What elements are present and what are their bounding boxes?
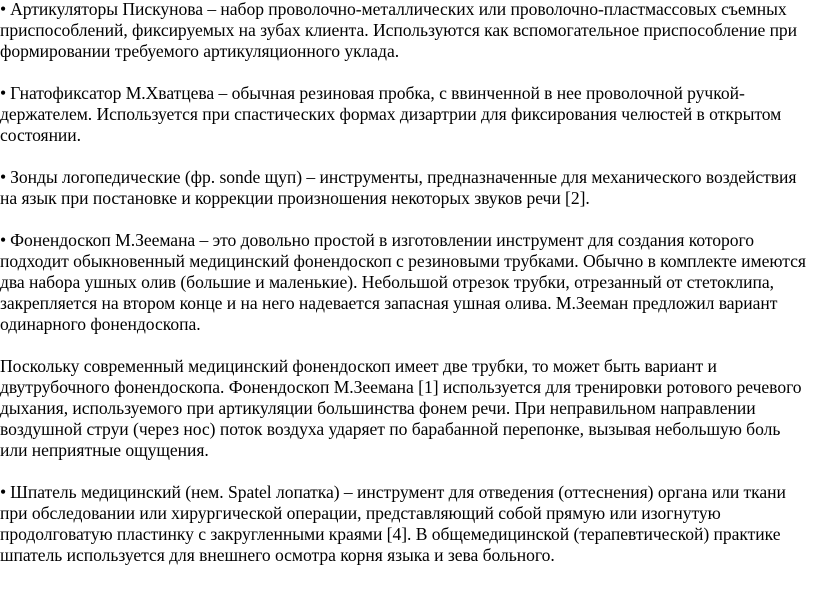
paragraph-text: Артикуляторы Пискунова – набор проволочно-металлических или проволочно-пластмассовых съемных приспособлений, фиксируемых на зубах клиента. Используются как вспомогательное приспособление при формировании требуемого артикуляционного уклада. bbox=[0, 0, 798, 61]
paragraph-piskunov-articulators bbox=[0, 0, 810, 62]
bullet-marker: • bbox=[0, 482, 7, 502]
paragraph-double-tube-phonendoscope bbox=[0, 356, 810, 461]
paragraph-medical-spatula bbox=[0, 482, 810, 566]
bullet-marker: • bbox=[0, 0, 7, 19]
paragraph-text: Гнатофиксатор М.Хватцева – обычная резиновая пробка, с ввинченной в нее проволочной ручкой-держателем. Используется при спастических формах дизартрии для фиксирования челюстей в открытом состоянии. bbox=[0, 83, 782, 145]
paragraph-text: Поскольку современный медицинский фонендоскоп имеет две трубки, то может быть вариант и двутрубочного фонендоскопа. Фонендоскоп М.Зеемана [1] используется для тренировки ротового речевого дыхания, используемого при артикуляции большинства фонем речи. При неправильном направлении воздушной струи (через нос) поток воздуха ударяет по барабанной перепонке, вызывая небольшую боль или неприятные ощущения. bbox=[0, 356, 802, 460]
paragraph-khvatsev-gnathofixator bbox=[0, 83, 810, 146]
bullet-marker: • bbox=[0, 167, 7, 187]
paragraph-text: Зонды логопедические (фр. sonde щуп) – инструменты, предназначенные для механического воздействия на язык при постановке и коррекции произношения некоторых звуков речи [2]. bbox=[0, 167, 797, 208]
bullet-marker: • bbox=[0, 83, 7, 103]
paragraph-text: Фонендоскоп М.Зеемана – это довольно простой в изготовлении инструмент для создания которого подходит обыкновенный медицинский фонендоскоп с резиновыми трубками. Обычно в комплекте имеются два набора ушных олив (большие и маленькие). Небольшой отрезок трубки, отрезанный от стетоклипа, закрепляется на втором конце и на него надевается запасная ушная олива. М.Зееман предложил вариант одинарного фонендоскопа. bbox=[0, 230, 806, 334]
paragraph-text: Шпатель медицинский (нем. Spatel лопатка) – инструмент для отведения (оттеснения) органа или ткани при обследовании или хирургической операции, представляющий собой прямую или изогнутую продолговатую пластинку с закругленными краями [4]. В общемедицинской (терапевтической) практике шпатель используется для внешнего осмотра корня языка и зева больного. bbox=[0, 482, 786, 565]
paragraph-speech-probes bbox=[0, 167, 810, 209]
paragraph-zeeman-phonendoscope bbox=[0, 230, 810, 335]
bullet-marker: • bbox=[0, 230, 7, 250]
